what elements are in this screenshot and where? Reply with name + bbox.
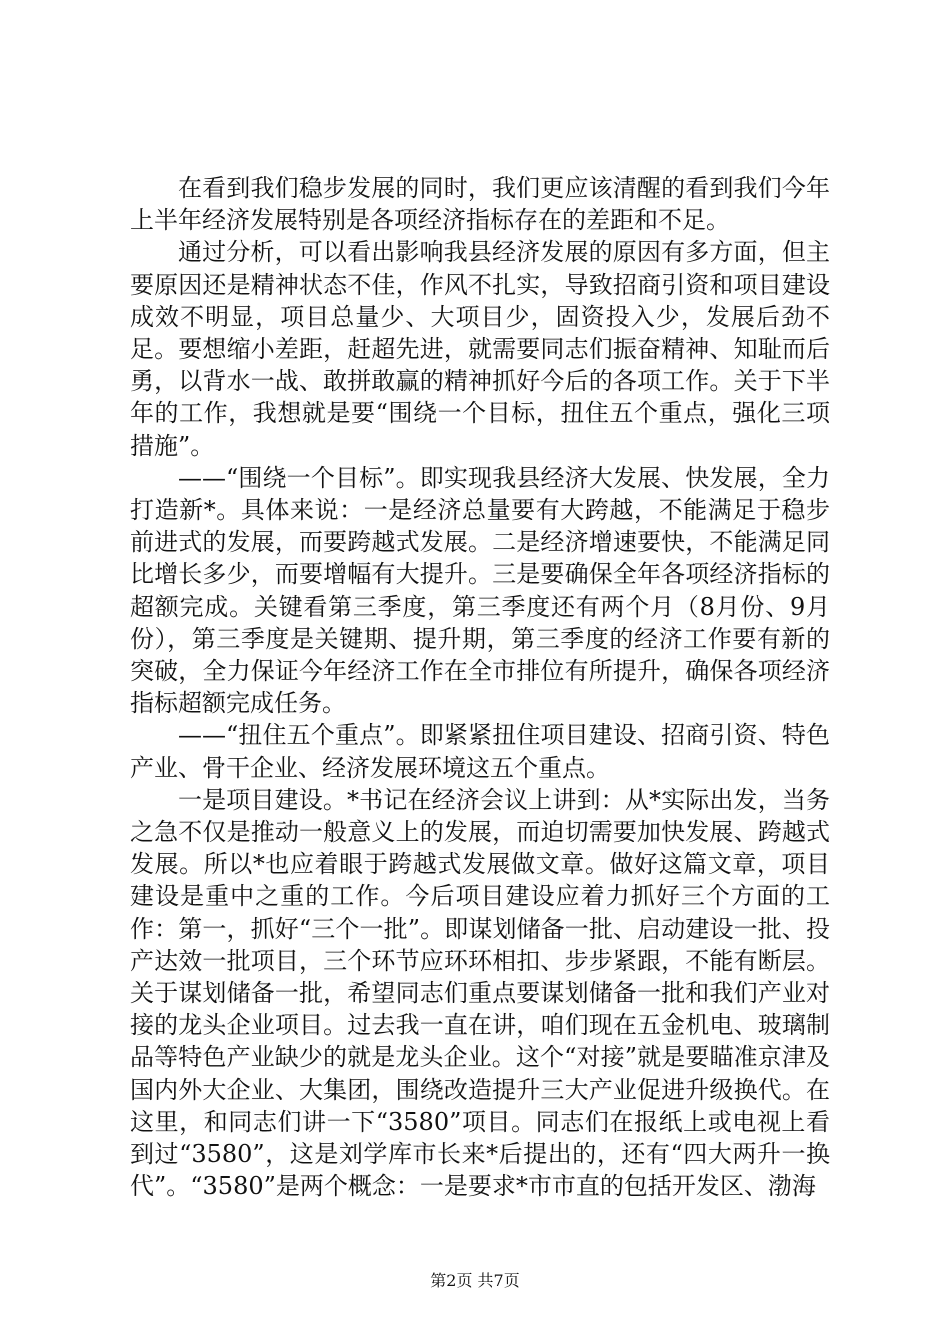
paragraph-1: 在看到我们稳步发展的同时，我们更应该清醒的看到我们今年上半年经济发展特别是各项经济指标存在的差距和不足。 (130, 174, 830, 235)
paragraph-3: ——“围绕一个目标”。即实现我县经济大发展、快发展，全力打造新*。具体来说：一是经济总量要有大跨越，不能满足于稳步前进式的发展，而要跨越式发展。二是经济增速要快，不能满足同比增长多少，而要增幅有大提升。三是要确保全年各项经济指标的超额完成。关键看第三季度，第三季度还有两个月（8月份、9月份），第三季度是关键期、提升期，第三季度的经济工作要有新的突破，全力保证今年经济工作在全市排位有所提升，确保各项经济指标超额完成任务。 (130, 463, 830, 718)
paragraph-4: ——“扭住五个重点”。即紧紧扭住项目建设、招商引资、特色产业、骨干企业、经济发展环境这五个重点。 (130, 721, 830, 782)
paragraph-2: 通过分析，可以看出影响我县经济发展的原因有多方面，但主要原因还是精神状态不佳，作风不扎实，导致招商引资和项目建设成效不明显，项目总量少、大项目少，固资投入少，发展后劲不足。要想缩小差距，赶超先进，就需要同志们振奋精神、知耻而后勇，以背水一战、敢拼敢赢的精神抓好今后的各项工作。关于下半年的工作，我想就是要“围绕一个目标，扭住五个重点，强化三项措施”。 (130, 238, 830, 460)
body-text (130, 172, 830, 1203)
paragraph-5: 一是项目建设。*书记在经济会议上讲到：从*实际出发，当务之急不仅是推动一般意义上的发展，而迫切需要加快发展、跨越式发展。所以*也应着眼于跨越式发展做文章。做好这篇文章，项目建设是重中之重的工作。今后项目建设应着力抓好三个方面的工作：第一，抓好“三个一批”。即谋划储备一批、启动建设一批、投产达效一批项目，三个环节应环环相扣、步步紧跟，不能有断层。关于谋划储备一批，希望同志们重点要谋划储备一批和我们产业对接的龙头企业项目。过去我一直在讲，咱们现在五金机电、玻璃制品等特色产业缺少的就是龙头企业。这个“对接”就是要瞄准京津及国内外大企业、大集团，围绕改造提升三大产业促进升级换代。在这里，和同志们讲一下“3580”项目。同志们在报纸上或电视上看到过“3580”，这是刘学库市长来*后提出的，还有“四大两升一换代”。“3580”是两个概念：一是要求*市市直的包括开发区、渤海 (130, 785, 830, 1201)
page-footer: 第2页 共7页 (430, 1271, 520, 1290)
